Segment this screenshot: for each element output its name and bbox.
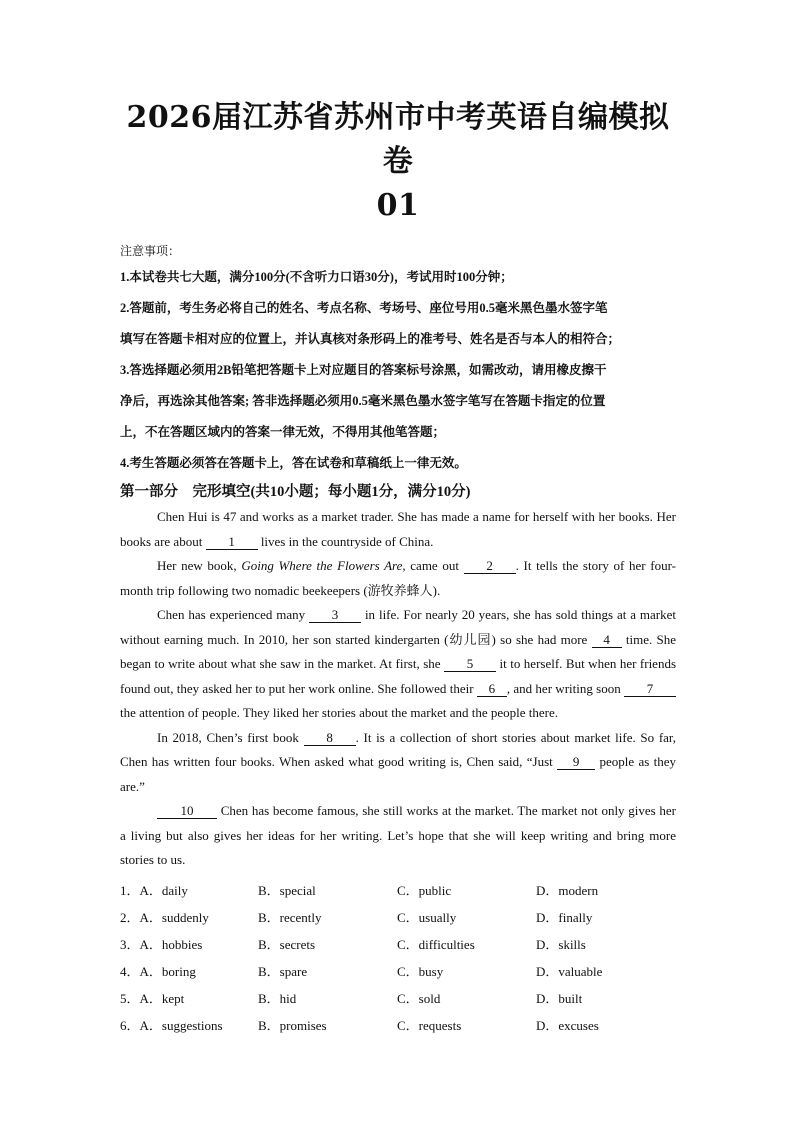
passage-paragraph-3: Chen has experienced many 3 in life. For nearly 20 years, she has sold things at a market without earning much. In 2010, her son started kindergarten (幼儿园) so she had more 4 time. She began to write about what she saw in the market. At first, she 5 it to herself. But when her friends found out, they asked her to put her work online. She followed their 6 , and her writing soon 7 the attention of people. They liked her stories about the market and the people there. [120,607,677,720]
instruction-line: 1.本试卷共七大题，满分100分(不含听力口语30分)，考试用时100分钟； [120,270,513,284]
option-c[interactable]: C．busy [397,963,444,979]
blank-2[interactable]: 2 [464,558,516,574]
question-options-1 [120,877,676,904]
option-d[interactable]: D．valuable [536,963,603,979]
instruction-line: 2.答题前，考生务必将自己的姓名、考点名称、考场号、座位号用0.5毫米黑色墨水签字笔 [120,301,608,315]
exam-instructions [120,240,676,479]
instruction-line: 净后，再选涂其他答案; 答非选择题必须用0.5毫米黑色墨水签字笔写在答题卡指定的位置 [120,394,606,408]
blank-9[interactable]: 9 [557,754,595,770]
question-options-4 [120,958,676,985]
instructions-label: 注意事项： [120,244,181,258]
instruction-line: 填写在答题卡相对应的位置上，并认真核对条形码上的准考号、姓名是否与本人的相符合； [120,332,621,346]
answer-options [120,877,676,1039]
title-line-1: 2026届江苏省苏州市中考英语自编模拟卷 [126,100,670,179]
cloze-passage [120,505,676,873]
option-a[interactable]: 3．A．hobbies [120,936,203,952]
option-b[interactable]: B．recently [258,909,322,925]
option-b[interactable]: B．promises [258,1017,327,1033]
instruction-line: 3.答选择题必须用2B铅笔把答题卡上对应题目的答案标号涂黑，如需改动，请用橡皮擦干 [120,363,607,377]
instruction-line: 上，不在答题区域内的答案一律无效，不得用其他笔答题； [120,425,446,439]
section-heading: 第一部分 完形填空(共10小题；每小题1分，满分10分) [120,484,471,500]
blank-10[interactable]: 10 [157,803,217,819]
question-options-2 [120,904,676,931]
option-a[interactable]: 5．A．kept [120,990,185,1006]
option-b[interactable]: B．secrets [258,936,316,952]
passage-paragraph-4: In 2018, Chen’s first book 8 . It is a collection of short stories about market life. So far, Chen has written four books. When asked what good writing is, Chen said, “Just 9 people as they are.” [120,729,676,794]
option-d[interactable]: D．skills [536,936,586,952]
option-d[interactable]: D．built [536,990,583,1006]
option-d[interactable]: D．excuses [536,1017,599,1033]
option-b[interactable]: B．hid [258,990,297,1006]
exam-title [120,96,676,228]
blank-3[interactable]: 3 [309,607,361,623]
blank-6[interactable]: 6 [477,681,507,697]
option-c[interactable]: C．difficulties [397,936,475,952]
exam-page [120,96,676,1039]
option-d[interactable]: D．modern [536,882,599,898]
blank-7[interactable]: 7 [624,681,676,697]
option-a[interactable]: 6．A．suggestions [120,1017,223,1033]
option-c[interactable]: C．requests [397,1017,462,1033]
question-options-6 [120,1012,676,1039]
option-a[interactable]: 4．A．boring [120,963,196,979]
blank-8[interactable]: 8 [304,730,356,746]
option-c[interactable]: C．public [397,882,452,898]
question-options-3 [120,931,676,958]
option-c[interactable]: C．sold [397,990,441,1006]
instruction-line: 4.考生答题必须答在答题卡上，答在试卷和草稿纸上一律无效。 [120,456,467,470]
title-line-2: 01 [376,188,420,223]
blank-1[interactable]: 1 [206,534,258,550]
passage-paragraph-2: Her new book, Going Where the Flowers Are, came out 2 . It tells the story of her four-month trip following two nomadic beekeepers (游牧养蜂人). [120,558,676,598]
option-a[interactable]: 1．A．daily [120,882,188,898]
option-c[interactable]: C．usually [397,909,457,925]
option-a[interactable]: 2．A．suddenly [120,909,209,925]
option-b[interactable]: B．special [258,882,316,898]
passage-paragraph-1: Chen Hui is 47 and works as a market trader. She has made a name for herself with her books. Her books are about 1 lives in the countryside of China. [120,509,676,549]
option-d[interactable]: D．finally [536,909,593,925]
book-title: Going Where the Flowers Are [241,558,403,573]
blank-4[interactable]: 4 [592,632,622,648]
passage-paragraph-5: 10 Chen has become famous, she still works at the market. The market not only gives her a living but also gives her ideas for her writing. Let’s hope that she will keep writing and bring more stories to us. [120,803,676,867]
question-options-5 [120,985,676,1012]
blank-5[interactable]: 5 [444,656,496,672]
option-b[interactable]: B．spare [258,963,308,979]
